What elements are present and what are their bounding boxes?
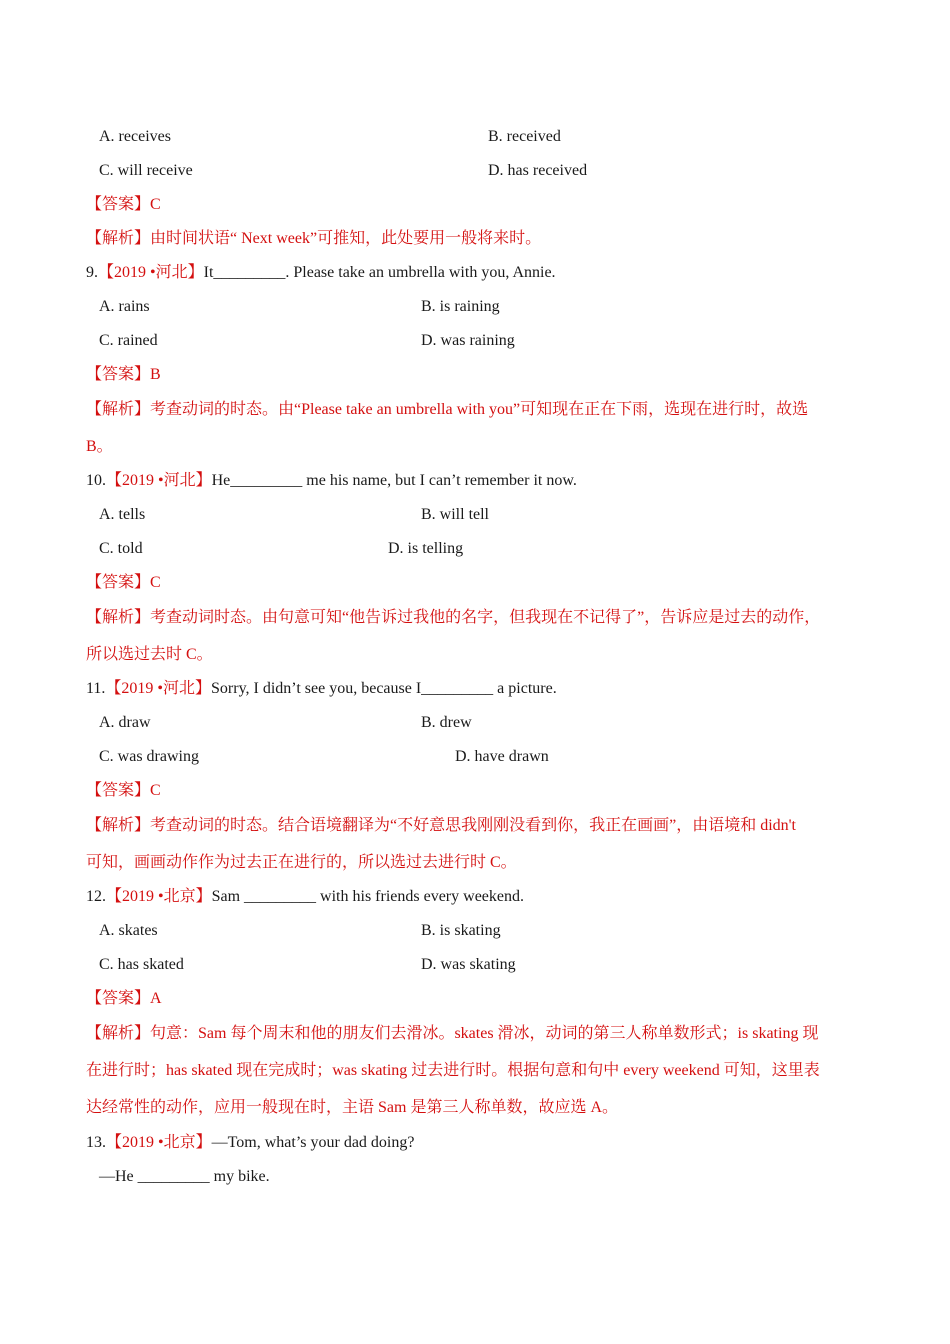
option-c: C. has skated [99,956,184,973]
option-c: C. was drawing [99,748,199,765]
option-b: B. is skating [421,922,501,939]
option-b: B. will tell [421,506,489,523]
question-source: 【2019 •河北】 [106,472,212,489]
answer: 【答案】C [86,574,161,591]
option-d: D. has received [488,162,588,179]
answer: 【答案】A [86,990,162,1007]
answer: 【答案】B [86,366,161,383]
question-source: 【2019 •北京】 [106,888,212,905]
option-d: D. have drawn [455,748,549,765]
analysis: 【解析】考查动词的时态。结合语境翻译为“不好意思我刚刚没看到你，我正在画画”，由语境和 didn't [86,817,796,834]
option-a: A. rains [99,298,150,315]
question-number: 12. [86,888,106,905]
analysis-cont: 在进行时；has skated 现在完成时；was skating 过去进行时。根据句意和句中 every weekend 可知，这里表 [86,1062,820,1079]
analysis: 【解析】句意：Sam 每个周末和他的朋友们去滑冰。skates 滑冰，动词的第三人称单数形式；is skating 现 [86,1025,819,1042]
analysis-cont: 达经常性的动作，应用一般现在时，主语 Sam 是第三人称单数，故应选 A。 [86,1099,619,1116]
analysis: 【解析】考查动词的时态。由“Please take an umbrella with you”可知现在正在下雨，选现在进行时，故选 [86,401,809,418]
question-number: 10. [86,472,106,489]
option-b: B. is raining [421,298,500,315]
option-a: A. skates [99,922,158,939]
question-stem: Sam _________ with his friends every weekend. [211,888,524,905]
option-a: A. draw [99,714,151,731]
option-a: A. receives [99,128,171,145]
option-c: C. told [99,540,143,557]
option-b: B. drew [421,714,472,731]
option-d: D. was raining [421,332,515,349]
question-stem: He_________ me his name, but I can’t remember it now. [211,472,577,489]
analysis-cont: 所以选过去时 C。 [86,646,213,663]
question-12 [86,887,524,907]
question-number: 13. [86,1134,106,1151]
question-13 [86,1133,414,1153]
question-11 [86,679,557,699]
option-c: C. rained [99,332,158,349]
question-source: 【2019 •河北】 [105,680,212,697]
analysis-cont: B。 [86,438,113,455]
analysis: 【解析】考查动词时态。由句意可知“他告诉过我他的名字，但我现在不记得了”，告诉应是过去的动作， [86,609,821,626]
answer: 【答案】C [86,196,161,213]
option-d: D. was skating [421,956,516,973]
question-stem-reply: —He _________ my bike. [99,1168,270,1185]
question-stem: Sorry, I didn’t see you, because I_________ a picture. [211,680,557,697]
question-stem: —Tom, what’s your dad doing? [211,1134,415,1151]
answer: 【答案】C [86,782,161,799]
question-source: 【2019 •河北】 [98,264,204,281]
question-number: 9. [86,264,98,281]
option-b: B. received [488,128,561,145]
question-source: 【2019 •北京】 [106,1134,212,1151]
option-c: C. will receive [99,162,193,179]
question-9 [86,263,556,283]
analysis-cont: 可知，画画动作作为过去正在进行的，所以选过去进行时 C。 [86,854,517,871]
question-10 [86,471,577,491]
option-a: A. tells [99,506,146,523]
analysis: 【解析】由时间状语“ Next week”可推知，此处要用一般将来时。 [86,230,542,247]
question-stem: It_________. Please take an umbrella with you, Annie. [203,264,556,281]
question-number: 11. [86,680,106,697]
option-d: D. is telling [388,540,464,557]
